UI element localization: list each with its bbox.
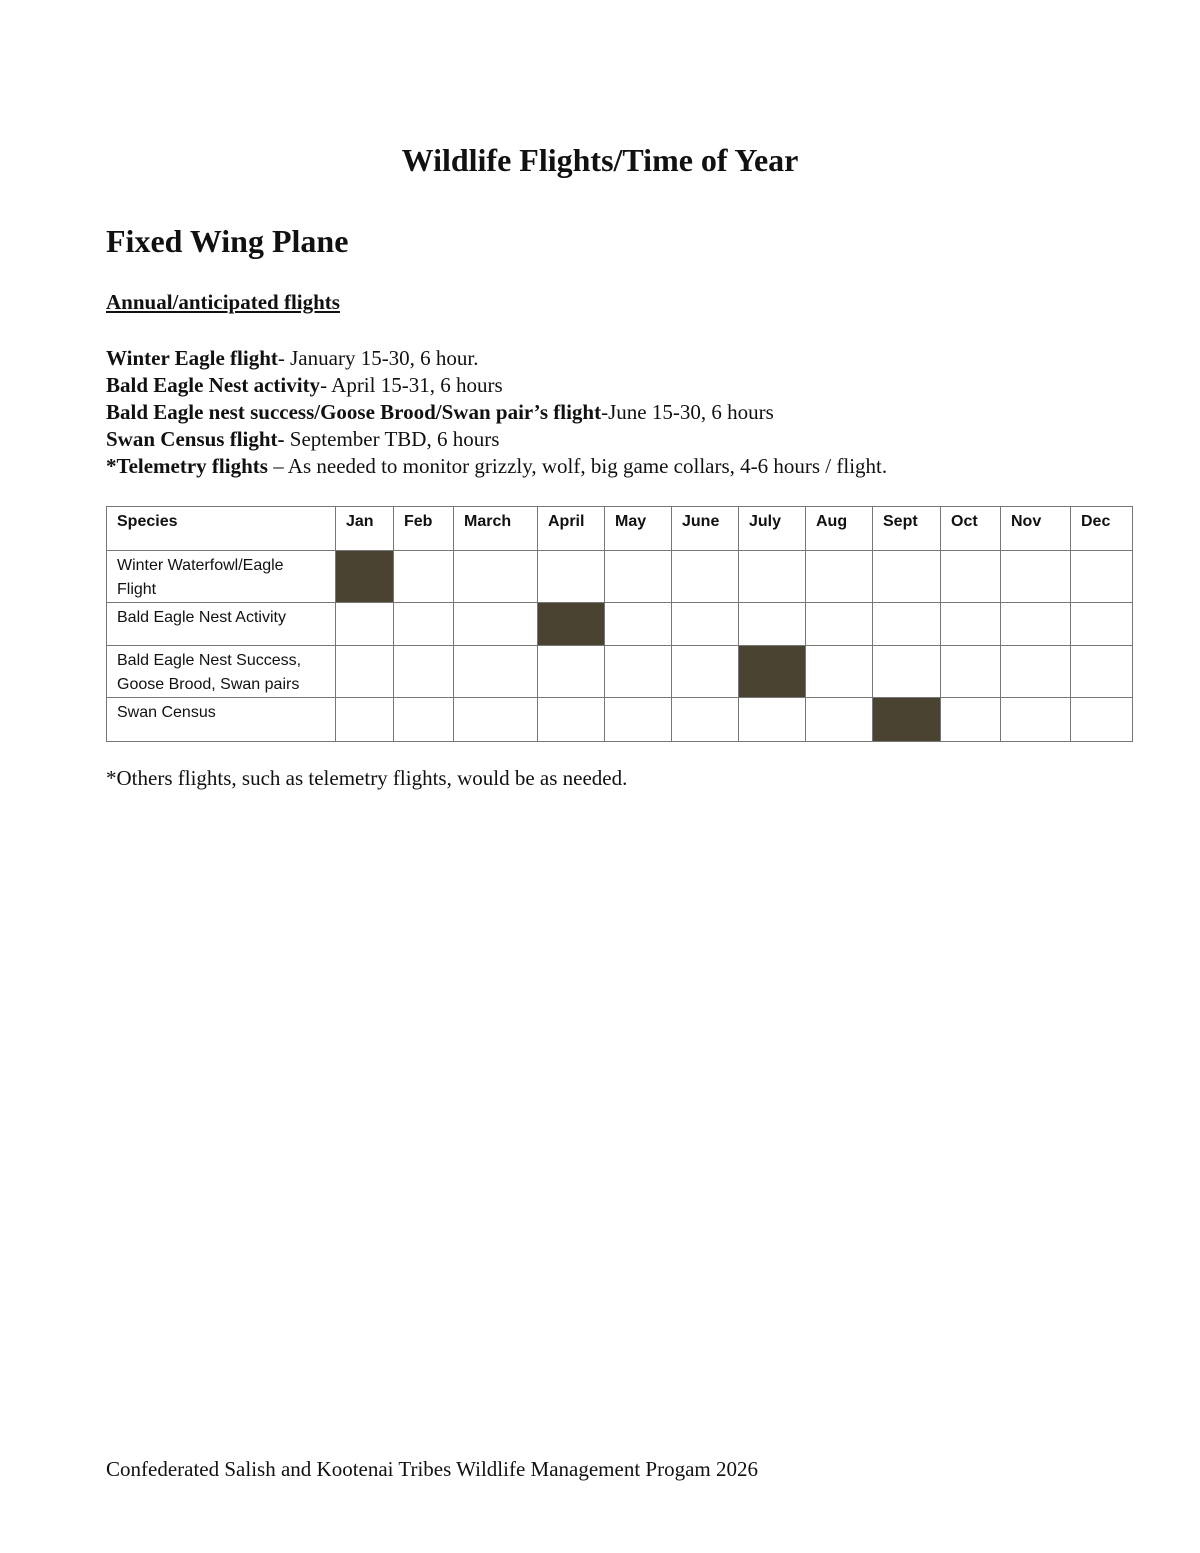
month-cell — [1071, 551, 1133, 603]
month-cell — [454, 646, 538, 698]
month-header: Feb — [394, 507, 454, 551]
species-cell: Bald Eagle Nest Activity — [107, 603, 336, 646]
month-cell — [605, 551, 672, 603]
month-cell — [454, 698, 538, 742]
month-cell — [336, 603, 394, 646]
table-row — [107, 646, 1133, 698]
month-cell — [454, 603, 538, 646]
month-cell — [672, 698, 739, 742]
table-header-row — [107, 507, 1133, 551]
flight-line — [106, 372, 887, 399]
flight-detail: – As needed to monitor grizzly, wolf, big game collars, 4-6 hours / flight. — [267, 454, 888, 478]
flight-schedule-table — [106, 506, 1133, 742]
month-cell — [605, 698, 672, 742]
month-cell — [605, 646, 672, 698]
flight-detail: - April 15-31, 6 hours — [320, 373, 503, 397]
month-cell — [394, 646, 454, 698]
table-row — [107, 551, 1133, 603]
flight-detail: September TBD, 6 hours — [284, 427, 500, 451]
month-cell — [394, 603, 454, 646]
month-cell — [806, 698, 873, 742]
month-header: June — [672, 507, 739, 551]
table-row — [107, 603, 1133, 646]
active-month-cell — [538, 603, 605, 646]
flight-name: Winter Eagle flight — [106, 346, 278, 370]
page-title: Wildlife Flights/Time of Year — [401, 142, 799, 178]
active-month-cell — [739, 646, 806, 698]
flight-name: Bald Eagle Nest activity — [106, 373, 321, 397]
month-header: Jan — [336, 507, 394, 551]
month-cell — [739, 603, 806, 646]
flight-detail: -June 15-30, 6 hours — [601, 400, 774, 424]
month-cell — [941, 603, 1001, 646]
subheading: Annual/anticipated flights — [106, 290, 340, 314]
month-cell — [394, 698, 454, 742]
month-cell — [394, 551, 454, 603]
month-cell — [873, 551, 941, 603]
flight-line — [106, 426, 887, 453]
month-cell — [538, 698, 605, 742]
species-cell: Winter Waterfowl/Eagle Flight — [107, 551, 336, 603]
footnote: *Others flights, such as telemetry flights, would be as needed. — [106, 766, 628, 790]
month-cell — [1001, 646, 1071, 698]
month-cell — [672, 603, 739, 646]
month-cell — [806, 603, 873, 646]
flight-line — [106, 453, 887, 480]
flight-line — [106, 399, 887, 426]
month-cell — [1001, 551, 1071, 603]
month-cell — [1001, 603, 1071, 646]
flight-detail: - January 15-30, 6 hour. — [277, 346, 479, 370]
table-row — [107, 698, 1133, 742]
month-cell — [1071, 646, 1133, 698]
month-cell — [941, 698, 1001, 742]
month-cell — [806, 646, 873, 698]
month-cell — [538, 646, 605, 698]
flight-name: Swan Census flight- — [106, 427, 285, 451]
month-cell — [336, 698, 394, 742]
month-header: Nov — [1001, 507, 1071, 551]
month-cell — [739, 551, 806, 603]
month-header: May — [605, 507, 672, 551]
month-header: March — [454, 507, 538, 551]
month-cell — [806, 551, 873, 603]
month-cell — [336, 646, 394, 698]
month-cell — [672, 646, 739, 698]
month-cell — [605, 603, 672, 646]
month-header: Dec — [1071, 507, 1133, 551]
month-cell — [941, 646, 1001, 698]
month-header: Aug — [806, 507, 873, 551]
month-cell — [672, 551, 739, 603]
month-cell — [1071, 603, 1133, 646]
flight-line — [106, 345, 887, 372]
month-cell — [873, 646, 941, 698]
month-cell — [1071, 698, 1133, 742]
section-heading: Fixed Wing Plane — [106, 223, 349, 259]
month-header: July — [739, 507, 806, 551]
species-header: Species — [107, 507, 336, 551]
active-month-cell — [336, 551, 394, 603]
flight-name: *Telemetry flights — [106, 454, 268, 478]
month-cell — [454, 551, 538, 603]
month-header: Sept — [873, 507, 941, 551]
flight-list — [106, 345, 887, 480]
month-header: Oct — [941, 507, 1001, 551]
species-cell: Swan Census — [107, 698, 336, 742]
month-cell — [739, 698, 806, 742]
month-cell — [941, 551, 1001, 603]
species-cell: Bald Eagle Nest Success, Goose Brood, Swan pairs — [107, 646, 336, 698]
month-cell — [1001, 698, 1071, 742]
active-month-cell — [873, 698, 941, 742]
flight-name: Bald Eagle nest success/Goose Brood/Swan pair’s flight — [106, 400, 602, 424]
page-footer: Confederated Salish and Kootenai Tribes Wildlife Management Progam 2026 — [106, 1457, 758, 1481]
month-cell — [538, 551, 605, 603]
month-cell — [873, 603, 941, 646]
month-header: April — [538, 507, 605, 551]
